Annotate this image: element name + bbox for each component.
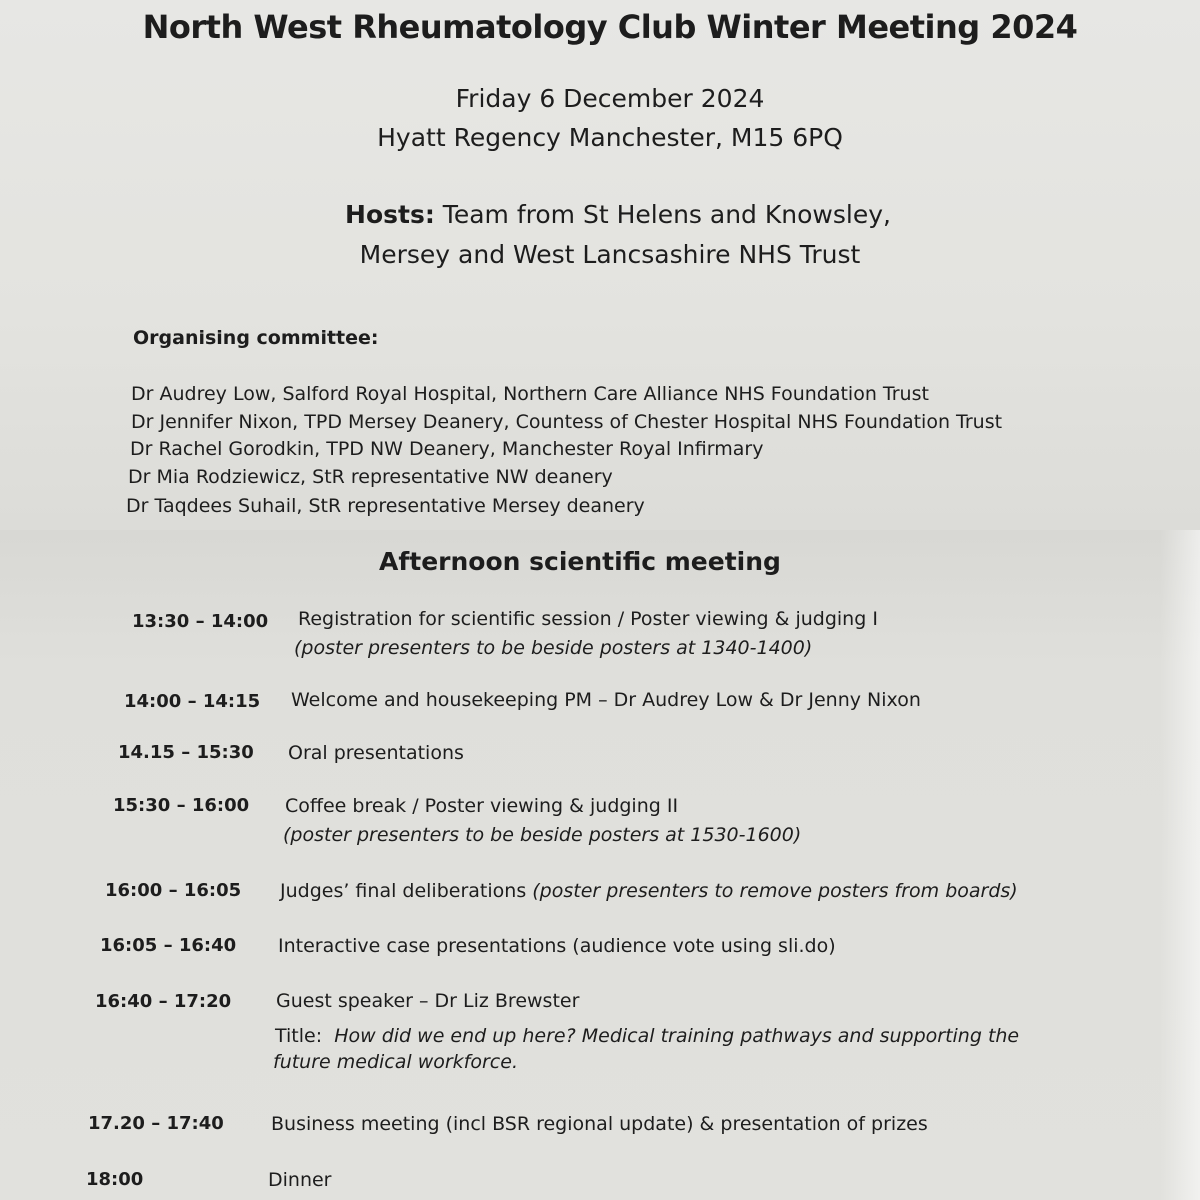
session-time: 15:30 – 16:00 [113, 795, 250, 816]
session-note: (poster presenters to be beside posters at 1340-1400) [294, 637, 813, 659]
session-title-text: Judges’ final deliberations [280, 880, 533, 902]
page-title: North West Rheumatology Club Winter Meeting 2024 [142, 8, 1078, 46]
session-title-note: (poster presenters to remove posters from boards) [532, 880, 1018, 902]
session-time: 16:00 – 16:05 [105, 880, 242, 901]
committee-member: Dr Taqdees Suhail, StR representative Mersey deanery [126, 495, 645, 517]
session-title [280, 880, 1018, 902]
program-heading: Afternoon scientific meeting [379, 547, 781, 576]
session-title: Guest speaker – Dr Liz Brewster [276, 990, 580, 1012]
session-time: 17.20 – 17:40 [88, 1113, 224, 1134]
event-venue: Hyatt Regency Manchester, M15 6PQ [377, 123, 843, 152]
session-title: Welcome and housekeeping PM – Dr Audrey Low & Dr Jenny Nixon [291, 689, 921, 711]
hosts-line-1 [18, 200, 1200, 229]
session-note: (poster presenters to be beside posters at 1530-1600) [283, 824, 802, 846]
title-label: Title: [275, 1025, 323, 1047]
committee-member: Dr Audrey Low, Salford Royal Hospital, Northern Care Alliance NHS Foundation Trust [131, 383, 929, 405]
hosts-text: Team from St Helens and Knowsley, [442, 200, 891, 229]
session-time: 14.15 – 15:30 [118, 742, 254, 763]
hosts-line-2: Mersey and West Lancsashire NHS Trust [359, 240, 861, 269]
session-title: Interactive case presentations (audience vote using sli.do) [278, 935, 836, 957]
title-line-1: How did we end up here? Medical training pathways and supporting the [334, 1025, 1020, 1047]
hosts-label: Hosts: [345, 200, 435, 229]
session-time: 16:05 – 16:40 [100, 935, 237, 956]
session-title: Registration for scientific session / Poster viewing & judging I [298, 608, 878, 630]
session-title: Oral presentations [288, 742, 464, 764]
committee-member: Dr Rachel Gorodkin, TPD NW Deanery, Manchester Royal Infirmary [130, 438, 764, 460]
session-title: Coffee break / Poster viewing & judging II [285, 795, 679, 817]
page-curl-shadow [1160, 530, 1200, 1200]
session-time: 18:00 [86, 1169, 144, 1190]
session-title: Business meeting (incl BSR regional update) & presentation of prizes [271, 1113, 928, 1135]
session-time: 13:30 – 14:00 [132, 611, 269, 632]
event-date: Friday 6 December 2024 [455, 84, 765, 113]
session-guest-title [275, 1025, 1019, 1047]
committee-member: Dr Mia Rodziewicz, StR representative NW deanery [128, 466, 613, 488]
session-title: Dinner [268, 1169, 332, 1191]
session-time: 14:00 – 14:15 [124, 691, 261, 712]
committee-heading: Organising committee: [133, 327, 379, 349]
committee-member: Dr Jennifer Nixon, TPD Mersey Deanery, Countess of Chester Hospital NHS Foundation Trust [131, 411, 1003, 433]
session-time: 16:40 – 17:20 [95, 991, 232, 1012]
agenda-sheet-top [0, 0, 1200, 530]
title-line-2: future medical workforce. [273, 1051, 518, 1073]
